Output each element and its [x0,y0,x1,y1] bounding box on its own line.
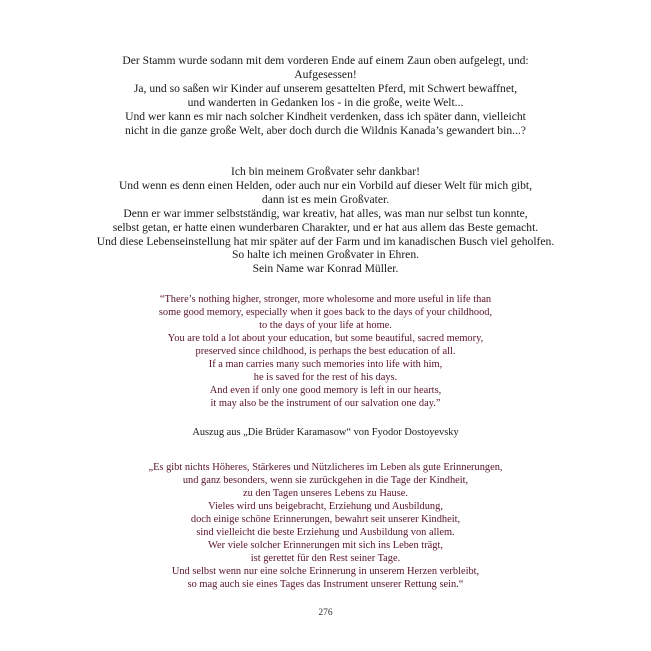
quote-line: Vieles wird uns beigebracht, Erziehung und Ausbildung, [208,501,443,512]
german-quote [60,461,591,591]
intro-paragraph [60,54,591,137]
quote-line: sind vielleicht die beste Erziehung und Ausbildung von allem. [196,527,455,538]
quote-line: it may also be the instrument of our salvation one day.” [210,398,441,409]
quote-line: “There’s nothing higher, stronger, more wholesome and more useful in life than [159,294,492,305]
quote-line: so mag auch sie eines Tages das Instrument unserer Rettung sein.“ [187,579,464,590]
text-line: nicht in die ganze große Welt, aber doch durch die Wildnis Kanada’s gewandert bin...? [125,123,526,137]
quote-line: to the days of your life at home. [259,320,392,331]
quote-line: doch einige schöne Erinnerungen, bewahrt seit unserer Kindheit, [190,514,461,525]
text-line: Denn er war immer selbstständig, war kreativ, hat alles, was man nur selbst tun konnte, [123,206,528,220]
quote-line: „Es gibt nichts Höheres, Stärkeres und Nützlicheres im Leben als gute Erinnerungen, [148,462,503,473]
page-number-text: 276 [318,608,333,618]
quote-line: und ganz besonders, wenn sie zurückgehen in die Tage der Kindheit, [182,475,469,486]
text-line: und wanderten in Gedanken los - in die große, weite Welt... [187,95,464,109]
text-line: Der Stamm wurde sodann mit dem vorderen Ende auf einem Zaun oben aufgelegt, und: [122,54,529,67]
english-quote [60,293,591,410]
quote-line: And even if only one good memory is left in our hearts, [209,385,442,396]
quote-line: If a man carries many such memories into life with him, [208,359,443,370]
attribution-text: Auszug aus „Die Brüder Karamasow“ von Fyodor Dostoyevsky [192,427,459,438]
text-line: Und wenn es denn einen Helden, oder auch nur ein Vorbild auf dieser Welt für mich gibt, [118,178,533,192]
quote-line: You are told a lot about your education, but some beautiful, sacred memory, [167,333,484,344]
quote-line: zu den Tagen unseres Lebens zu Hause. [243,488,408,499]
text-line: Aufgesessen! [294,67,357,81]
text-line: dann ist es mein Großvater. [261,192,390,206]
text-line: Sein Name war Konrad Müller. [252,262,399,276]
quote-line: Und selbst wenn nur eine solche Erinnerung in unserem Herzen verbleibt, [171,566,480,577]
text-line: Und wer kann es mir nach solcher Kindheit verdenken, dass ich später dann, vielleicht [125,109,526,123]
text-line: Ja, und so saßen wir Kinder auf unserem gesattelten Pferd, mit Schwert bewaffnet, [133,81,518,95]
text-line: selbst getan, er hatte einen wunderbaren Charakter, und er hat aus allem das Beste gemacht. [112,220,539,234]
text-line: Und diese Lebenseinstellung hat mir später auf der Farm und im kanadischen Busch viel geholfen. [96,234,555,248]
text-line: Ich bin meinem Großvater sehr dankbar! [231,165,420,178]
quote-line: preserved since childhood, is perhaps the best education of all. [195,346,456,357]
tribute-paragraph [60,165,591,276]
text-line: So halte ich meinen Großvater in Ehren. [231,248,420,262]
page-number [60,607,591,619]
quote-line: some good memory, especially when it goes back to the days of your childhood, [158,307,493,318]
quote-line: ist gerettet für den Rest seiner Tage. [250,553,401,564]
quote-line: he is saved for the rest of his days. [253,372,398,383]
quote-line: Wer viele solcher Erinnerungen mit sich ins Leben trägt, [208,540,443,551]
quote-attribution [60,426,591,439]
